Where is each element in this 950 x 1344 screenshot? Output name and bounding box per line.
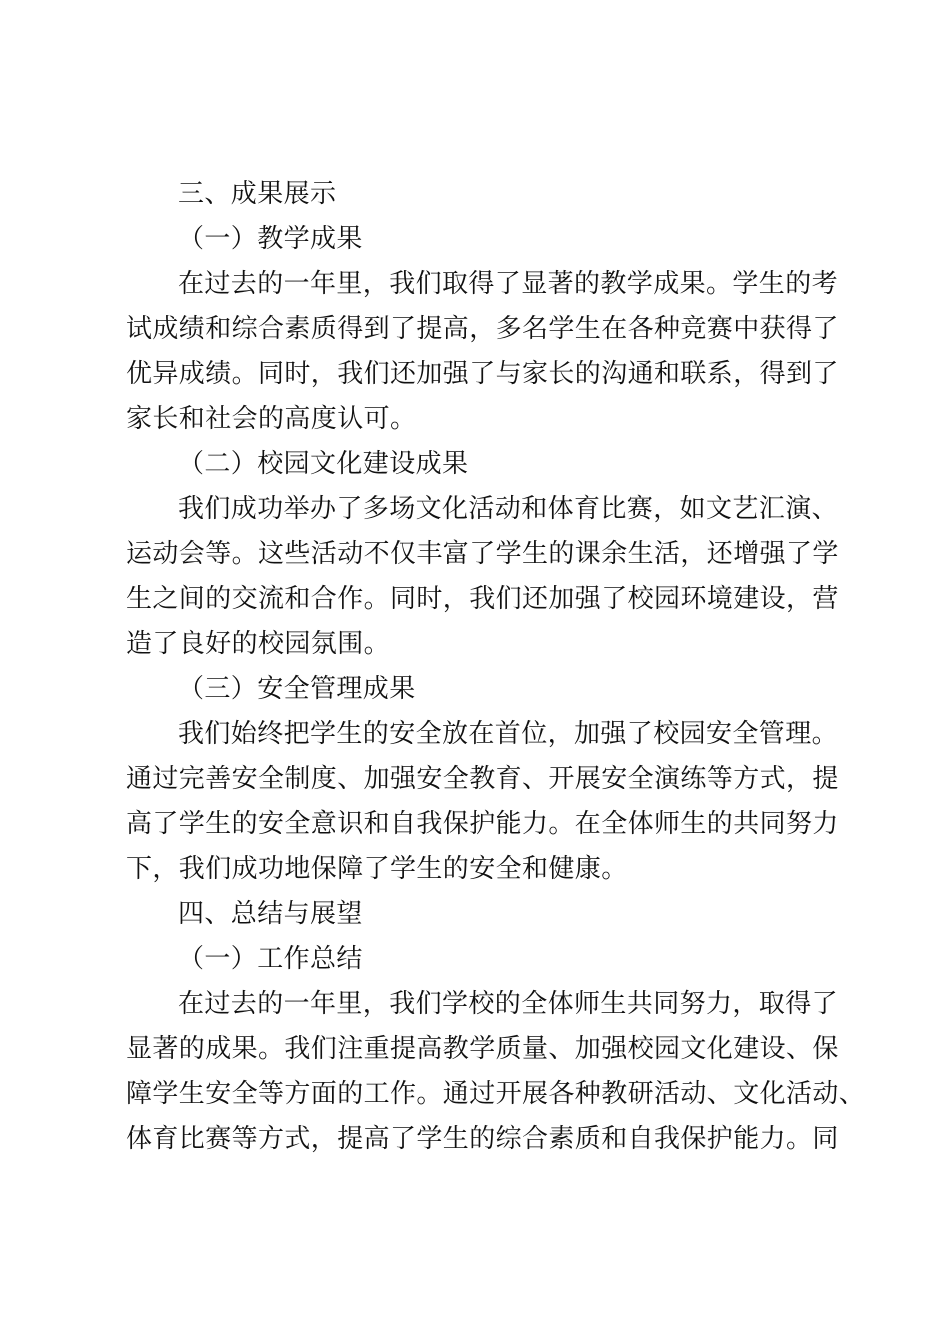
subheading-teaching-results: （一）教学成果 <box>178 224 363 254</box>
paragraph-line: 显著的成果。我们注重提高教学质量、加强校园文化建设、保 <box>126 1034 839 1064</box>
paragraph-line: 在过去的一年里，我们学校的全体师生共同努力，取得了 <box>178 989 839 1019</box>
paragraph-line: 生之间的交流和合作。同时，我们还加强了校园环境建设，营 <box>126 584 839 614</box>
section-heading-results: 三、成果展示 <box>178 179 337 209</box>
paragraph-line: 高了学生的安全意识和自我保护能力。在全体师生的共同努力 <box>126 809 839 839</box>
paragraph-line: 通过完善安全制度、加强安全教育、开展安全演练等方式，提 <box>126 764 839 794</box>
paragraph-line: 我们成功举办了多场文化活动和体育比赛，如文艺汇演、 <box>178 494 839 524</box>
paragraph-line: 运动会等。这些活动不仅丰富了学生的课余生活，还增强了学 <box>126 539 839 569</box>
section-heading-summary: 四、总结与展望 <box>178 899 363 929</box>
subheading-work-summary: （一）工作总结 <box>178 944 363 974</box>
subheading-safety-results: （三）安全管理成果 <box>178 674 416 704</box>
paragraph-line: 优异成绩。同时，我们还加强了与家长的沟通和联系，得到了 <box>126 359 839 389</box>
paragraph-line: 造了良好的校园氛围。 <box>126 629 391 659</box>
paragraph-line: 家长和社会的高度认可。 <box>126 404 417 434</box>
paragraph-line: 体育比赛等方式，提高了学生的综合素质和自我保护能力。同 <box>126 1124 839 1154</box>
document-body <box>126 172 866 1162</box>
paragraph-line: 下，我们成功地保障了学生的安全和健康。 <box>126 854 628 884</box>
paragraph-line: 在过去的一年里，我们取得了显著的教学成果。学生的考 <box>178 269 839 299</box>
paragraph-line: 障学生安全等方面的工作。通过开展各种教研活动、文化活动、 <box>126 1079 866 1109</box>
paragraph-line: 我们始终把学生的安全放在首位，加强了校园安全管理。 <box>178 719 839 749</box>
paragraph-line: 试成绩和综合素质得到了提高，多名学生在各种竞赛中获得了 <box>126 314 839 344</box>
subheading-campus-culture-results: （二）校园文化建设成果 <box>178 449 469 479</box>
